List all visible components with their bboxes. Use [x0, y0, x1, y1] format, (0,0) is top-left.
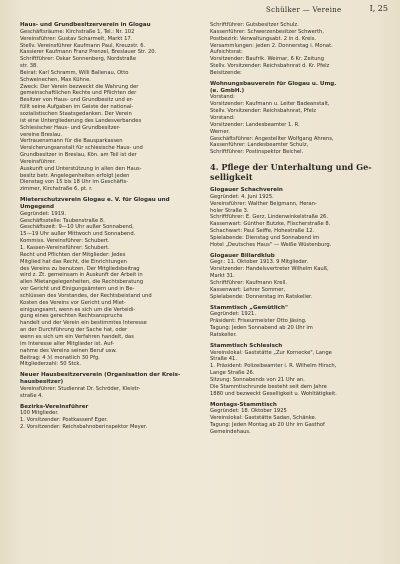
- text-line: Ratskeller.: [210, 331, 237, 338]
- text-line: Tagung: Jeden Sonnabend ab 20 Uhr im: [210, 325, 313, 332]
- text-line: Präsident: Friseurmeister Otto Jäsing.: [210, 318, 307, 325]
- heading-mieterschutzverein-cont: Umgegend: [20, 203, 54, 210]
- text-line: Vorsitzender: Kaufmann u. Leiter Badeanstalt,: [210, 101, 330, 108]
- text-line: Schriftführer: E. Gerz, Lindenwinkelstraße 26.: [210, 214, 328, 221]
- text-line: einigungsamt, wenn es sich um die Verteidi-: [20, 306, 136, 313]
- heading-montags-stammtisch: Montags-Stammtisch: [210, 401, 277, 408]
- text-line: Vereinslokal: Gaststätte „Zur Kornecke", Lange: [210, 349, 332, 356]
- text-line: holer Straße 3.: [210, 207, 249, 214]
- text-line: Hotel „Deutsches Haus" — Weiße Wüstenburg.: [210, 241, 332, 248]
- text-line: 1. Kassen-Vereinsführer: Schubert.: [20, 245, 110, 251]
- text-line: Gegründet: 18. Oktober 1925: [210, 408, 287, 415]
- text-line: Schriftführer: Postinspektor Beichel.: [210, 149, 304, 156]
- text-line: Die Stammtischrunde besteht seit dem Jahre: [210, 383, 327, 390]
- text-line: Vorsitzender: Landesbeamter 1. R.: [210, 121, 300, 128]
- section-heading-cont: selligkeit: [210, 172, 253, 183]
- text-line: Geschäftsführer: Angestellter Wolfgang Ahrens,: [210, 135, 334, 142]
- text-line: Vertrauensmann für die Bausparkassen: [20, 138, 123, 145]
- text-line: vor Gericht und Einigungsämtern und in Be-: [20, 286, 135, 293]
- heading-mieterschutzverein: Mieterschutzverein Glogau e. V. für Glogau und: [20, 197, 170, 204]
- text-line: Vereinsführer: Walther Beigmann, Heran-: [210, 200, 317, 207]
- text-line: Schlesischer Haus- und Grundbesitzer-: [20, 124, 121, 131]
- text-line: wenn es sich um ein Verfahren handelt, das: [20, 333, 134, 340]
- text-line: gemeinschaftlichen Rechte und Pflichten der: [20, 90, 137, 97]
- text-line: Schriftführer: Gutsbesitzer Schulz.: [210, 22, 299, 28]
- text-line: gung eines gerechten Rechtsanspruchs: [20, 313, 123, 320]
- text-line: Postbezirk: Verwaltungsabt. 2 in d. Kreis.: [210, 35, 317, 42]
- text-line: Vorstand:: [210, 114, 235, 121]
- text-line: Werner.: [210, 128, 230, 135]
- section-heading: 4. Pflege der Unterhaltung und Ge-: [210, 162, 372, 173]
- text-line: füllt seine Aufgaben im Geiste der national-: [20, 104, 134, 111]
- heading-stammtisch-schlesisch: Stammtisch Schlesisch: [210, 342, 283, 349]
- text-line: Vorsitzender: Baufrik. Weimar, 6 Kr. Zeitung: [210, 56, 324, 63]
- heading-neuer-hausbesitzerverein-cont: hausbesitzer): [20, 379, 64, 386]
- text-line: Kassenführer: Landesbeamter Schulz,: [210, 142, 309, 149]
- text-line: Straße 41.: [210, 356, 237, 363]
- text-line: Kassenwart: Günther Butzke, Flischerstraße 8.: [210, 221, 331, 228]
- text-line: Kassierer Kaufmann Franz Prenzel, Breslauer Str. 20.: [20, 49, 157, 56]
- text-line: 1880 und bezweckt Geselligkeit u. Wohltätigkeit.: [210, 390, 337, 397]
- text-line: nahme des Vereins seinen Beruf usw.: [20, 347, 117, 354]
- text-line: Kassenführer: Schwerzenbesitzer Schwerth,: [210, 28, 324, 35]
- text-line: Tagung: Jeden Montag ab 20 Uhr im Gasthof: [210, 422, 325, 429]
- right-column: [210, 22, 390, 436]
- text-line: schlüssen des Vorstandes, der Rechtsbeistand und: [20, 292, 152, 299]
- heading-haus-grundbesitzer: Haus- und Grundbesitzerverein in Glogau: [20, 22, 151, 28]
- text-line: ist eine Untergliederung des Landesverbandes: [20, 117, 142, 124]
- text-line: an der Durchführung der Sache hat, oder: [20, 327, 128, 334]
- text-line: Grundbesitzer in Breslau, Kön. am Teil ist der: [20, 152, 137, 159]
- text-line: Gegr.: 11. Oktober 1913. 9 Mitglieder.: [210, 259, 309, 266]
- heading-wohnungsbauverein-cont: (e. GmbH.): [210, 87, 245, 94]
- text-line: Gemeindehaus.: [210, 428, 251, 435]
- heading-neuer-hausbesitzerverein: Neuer Hausbesitzerverein (Organisation der Kreis-: [20, 372, 181, 379]
- header-title: Schülker — Vereine: [266, 6, 342, 14]
- text-line: Geschäftsräume: Kirchstraße 1, Tel.: Nr. 102: [20, 28, 135, 35]
- page-number: I, 25: [369, 4, 388, 13]
- text-line: Stellv. Vorsitzender: Reichsbahnrat d. Kr. Pfelz: [210, 63, 330, 70]
- text-line: zimmer, Kirchstraße 6, pt. r.: [20, 186, 93, 193]
- text-line: vereine Breslau.: [20, 131, 63, 138]
- text-line: Gegründet: 1919.: [20, 210, 66, 217]
- heading-bezirks-vereinsfuehrer: Bezirks-Vereinsführer: [20, 403, 89, 410]
- text-line: Dienstag von 15 bis 18 Uhr im Geschäfts-: [20, 179, 129, 186]
- text-line: wird z. Zt. gemeinsam in Auskunft der Arbeit in: [20, 272, 143, 279]
- text-line: Gegründet: 4. Juni 1925.: [210, 193, 274, 200]
- text-line: Recht und Pflichten der Mitglieder: Jedes: [20, 251, 126, 258]
- text-line: Vereinsführer: Gustav Scharmelt, Markt 17.: [20, 35, 133, 42]
- left-column: [20, 22, 198, 431]
- text-line: 2. Vorsitzender: Reichsbahnoberinspektor Meyer.: [20, 424, 148, 431]
- text-line: Zweck: Der Verein bezweckt die Wahrung der: [20, 83, 139, 90]
- text-line: Vereinslokal: Gaststätte Sadan, Schänke.: [210, 415, 317, 422]
- text-line: Schweinechen, Max Kühne.: [20, 76, 91, 83]
- text-line: Vereinsführer.: [20, 158, 56, 165]
- text-line: Gegründet: 1921.: [210, 311, 256, 318]
- heading-billardklub: Glogauer Billardklub: [210, 252, 275, 259]
- text-line: Stellv. Vereinsführer Kaufmann Paul, Kreuzstr. 6.: [20, 42, 146, 49]
- text-line: im Interesse aller Mitglieder ist. Auf-: [20, 340, 114, 347]
- text-line: handelt und der Verein ein bestimmtes Interesse: [20, 320, 147, 327]
- text-line: sozialistischen Staatsgedanken. Der Verein: [20, 110, 132, 117]
- text-line: Geschäftsstelle: Taubenstraße 8.: [20, 217, 105, 224]
- text-line: Schriftführer: Kaufmann Krell.: [210, 280, 288, 286]
- text-line: Stellv. Vorsitzender: Reichsbahnrat, Pfelz: [210, 108, 316, 115]
- text-line: Beitrag: 4 ℳ monatlich 30 Pfg.: [20, 354, 100, 361]
- text-line: Lange Straße 26.: [210, 370, 255, 377]
- text-line: straße 4.: [20, 392, 44, 399]
- text-line: Schachwart: Paul Seiffe, Hohestraße 12.: [210, 228, 315, 235]
- heading-wohnungsbauverein: Wohnungsbauverein für Glogau u. Umg.: [210, 80, 337, 87]
- text-line: Schriftführer: Oskar Sonnenberg, Nordstraße: [20, 56, 137, 63]
- text-line: Sitzung: Sonnabends von 21 Uhr an.: [210, 376, 305, 383]
- text-line: Markt 31.: [210, 273, 235, 280]
- text-line: des Vereins zu benutzen. Der Mitgliedsbeitrag: [20, 265, 140, 272]
- text-line: Aufsichtsrat:: [210, 49, 243, 56]
- text-line: Vereinsführer: Studienrat Dr. Schröder, Kleistr-: [20, 385, 141, 392]
- text-line: str. 38.: [20, 63, 38, 70]
- text-line: besitz betr. Angelegenheiten erfolgt jeden: [20, 172, 130, 179]
- text-line: Versammlungen: jeden 2. Donnerstag i. Monat.: [210, 42, 333, 49]
- text-line: Mitglied hat das Recht, die Einrichtungen: [20, 258, 127, 265]
- running-header: [16, 4, 392, 20]
- text-line: Vorstand:: [210, 94, 235, 101]
- heading-schachverein: Glogauer Schachverein: [210, 187, 283, 194]
- text-line: Beisitzende:: [210, 69, 242, 76]
- text-line: allen Mietangelegenheiten, die Rechtsberatung: [20, 279, 144, 286]
- text-line: Versicherungsanstalt für schlesische Haus- und: [20, 145, 143, 152]
- text-line: Auskunft und Unterstützung in allen den Haus-: [20, 165, 142, 172]
- text-line: Mitgliederzahl: 50 Stck.: [20, 361, 82, 368]
- text-line: Kommiss. Vereinsführer: Schubert.: [20, 238, 110, 245]
- text-line: Kosten des Vereins vor Gericht und Miet-: [20, 299, 126, 306]
- text-line: Beirat: Karl Schramm, Willi Ballenau, Otto: [20, 69, 129, 76]
- text-line: Geschäftszeit: 9—10 Uhr außer Sonnabend,: [20, 224, 134, 231]
- text-line: 15—19 Uhr außer Mittwoch und Sonnabend.: [20, 231, 136, 238]
- text-line: 100 Mitglieder.: [20, 410, 59, 417]
- text-line: 1. Vorsitzender: Postkassenf Eger.: [20, 417, 108, 424]
- text-line: 1. Präsident: Polizeibeamter i. R. Wilhelm Hirsch,: [210, 363, 337, 370]
- text-line: Spielabende: Dienstag und Sonnabend im: [210, 234, 320, 241]
- text-line: Vorsitzender: Handelsvertreter Wilhelm Kauß,: [210, 266, 329, 273]
- text-line: Kassenwart: Lehrer Sommer,: [210, 286, 286, 293]
- text-line: Spielabende: Donnerstag im Ratskeller.: [210, 293, 313, 300]
- heading-stammtisch-gemuetlich: Stammtisch „Gemütlich": [210, 304, 288, 311]
- text-line: Besitzer von Haus- und Grundbesitz und er-: [20, 97, 134, 104]
